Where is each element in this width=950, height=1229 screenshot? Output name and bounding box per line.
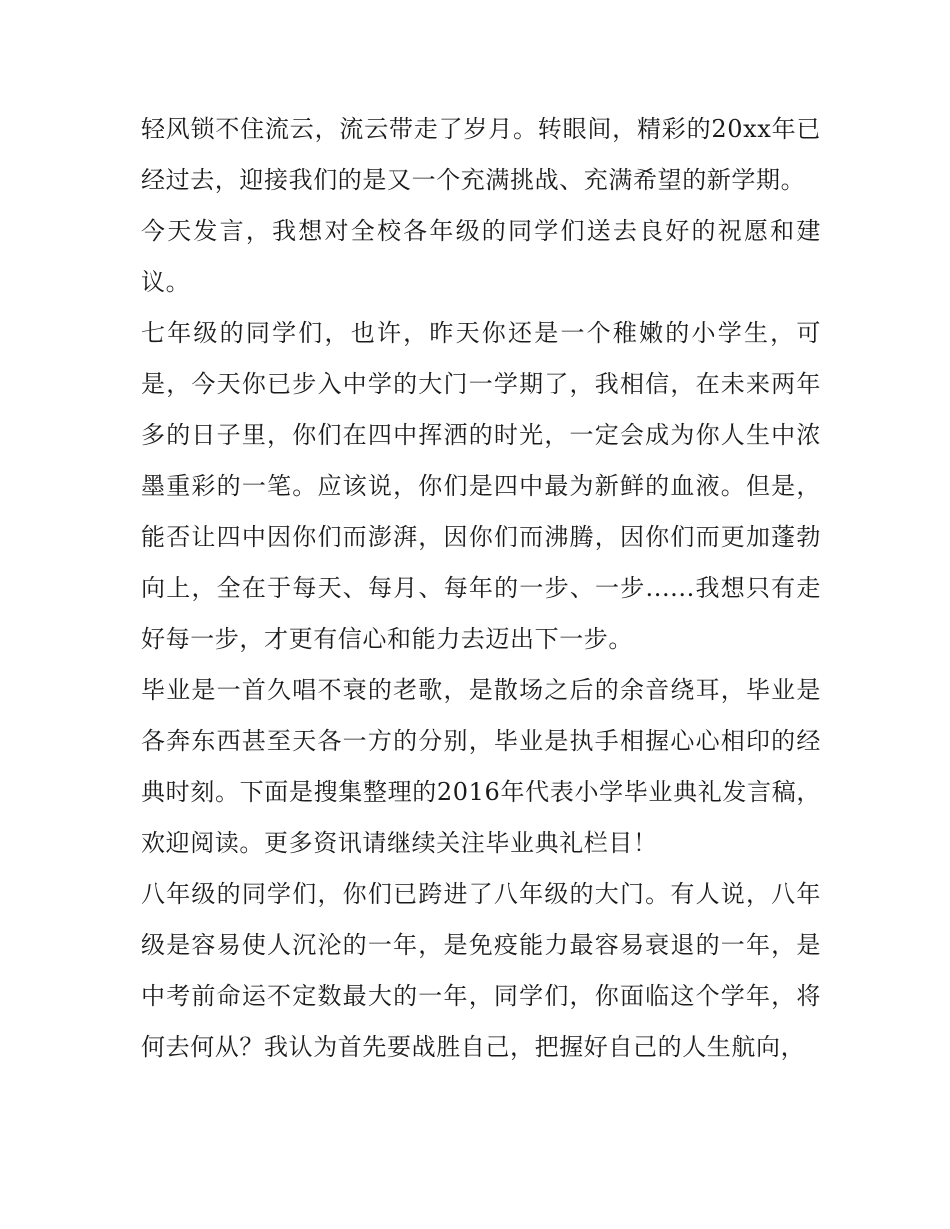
paragraph-5: 八年级的同学们，你们已跨进了八年级的大门。有人说，八年级是容易使人沉沦的一年，是免疫能力最容易衰退的一年，是中考前命运不定数最大的一年，同学们，你面临这个学年，将何去何从？我认为首先要战胜自己，把握好自己的人生航向， (141, 880, 821, 1061)
paragraph-1: 轻风锁不住流云，流云带走了岁月。转眼间，精彩的20xx年已经过去，迎接我们的是又一个充满挑战、充满希望的新学期。 (141, 115, 821, 194)
document-body (141, 104, 821, 1073)
paragraph-4: 毕业是一首久唱不衰的老歌，是散场之后的余音绕耳，毕业是各奔东西甚至天各一方的分别，毕业是执手相握心心相印的经典时刻。下面是搜集整理的2016年代表小学毕业典礼发言稿，欢迎阅读。更多资讯请继续关注毕业典礼栏目！ (141, 676, 821, 857)
paragraph-2: 今天发言，我想对全校各年级的同学们送去良好的祝愿和建议。 (141, 217, 821, 296)
paragraph-3: 七年级的同学们，也许，昨天你还是一个稚嫩的小学生，可是，今天你已步入中学的大门一学期了，我相信，在未来两年多的日子里，你们在四中挥洒的时光，一定会成为你人生中浓墨重彩的一笔。应该说，你们是四中最为新鲜的血液。但是，能否让四中因你们而澎湃，因你们而沸腾，因你们而更加蓬勃向上，全在于每天、每月、每年的一步、一步......我想只有走好每一步，才更有信心和能力去迈出下一步。 (141, 319, 821, 653)
